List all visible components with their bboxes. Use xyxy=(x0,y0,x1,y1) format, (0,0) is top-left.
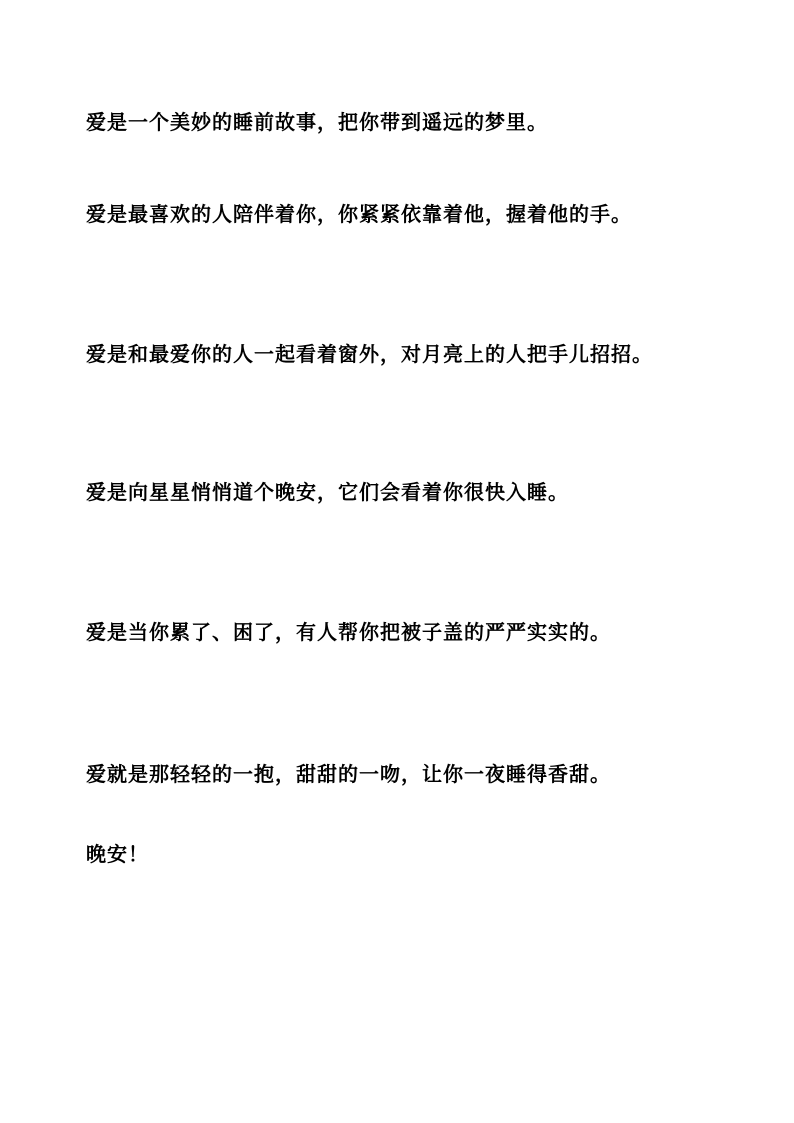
paragraph-line-6: 爱就是那轻轻的一抱，甜甜的一吻，让你一夜睡得香甜。 xyxy=(86,762,611,786)
paragraph-line-3: 爱是和最爱你的人一起看着窗外，对月亮上的人把手儿招招。 xyxy=(86,342,653,366)
paragraph-line-1: 爱是一个美妙的睡前故事，把你带到遥远的梦里。 xyxy=(86,110,548,134)
paragraph-line-2: 爱是最喜欢的人陪伴着你，你紧紧依靠着他，握着他的手。 xyxy=(86,202,632,226)
closing-goodnight: 晚安！ xyxy=(86,842,149,866)
paragraph-line-4: 爱是向星星悄悄道个晚安，它们会看着你很快入睡。 xyxy=(86,480,569,504)
paragraph-line-5: 爱是当你累了、困了，有人帮你把被子盖的严严实实的。 xyxy=(86,620,611,644)
